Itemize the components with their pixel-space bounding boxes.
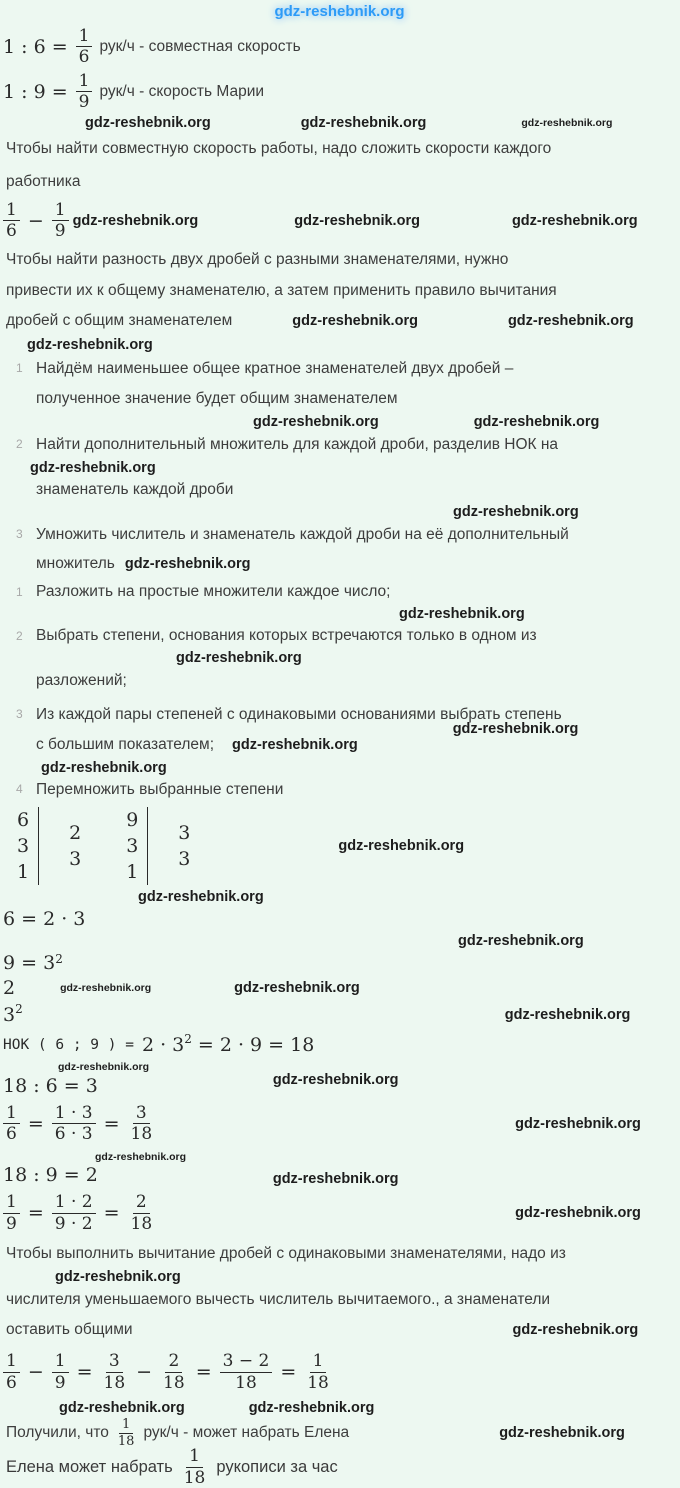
watermark: gdz-reshebnik.org (473, 414, 600, 431)
result-line (3, 1417, 625, 1449)
list-item (3, 776, 676, 804)
watermark: gdz-reshebnik.org (58, 1060, 150, 1073)
factor-table-6 (17, 807, 81, 885)
list-number: 1 (16, 585, 23, 600)
watermark: gdz-reshebnik.org (504, 1006, 631, 1023)
table-cell: 3 (69, 848, 82, 871)
list-text-line: Разложить на простые множители каждое число; (36, 583, 391, 601)
equation-text: 3 (3, 1003, 16, 1026)
watermark-row (3, 1399, 374, 1417)
table-cell: 3 (178, 822, 191, 845)
fraction (76, 71, 93, 113)
fraction-denominator: 18 (163, 1372, 185, 1393)
fraction-numerator: 1 (52, 1351, 69, 1372)
fraction (160, 1351, 188, 1393)
list-item (3, 696, 676, 760)
list-text: с большим показателем; (36, 736, 215, 754)
watermark-row (3, 504, 579, 520)
fraction-numerator: 2 (133, 1192, 150, 1213)
minus-sign: − (27, 209, 44, 232)
watermark: gdz-reshebnik.org (234, 979, 360, 996)
table-cell: 9 (126, 809, 139, 832)
fraction-numerator: 1 (76, 26, 93, 47)
eq-nok (3, 1030, 314, 1060)
watermark: gdz-reshebnik.org (60, 981, 152, 994)
fraction (3, 1103, 20, 1145)
watermark: gdz-reshebnik.org (41, 760, 167, 777)
fraction-numerator: 1 (3, 1351, 20, 1372)
eq-lhs: 1 : 9 = (3, 80, 68, 103)
fraction-numerator: 1 (119, 1417, 133, 1434)
fraction-denominator: 18 (235, 1372, 257, 1393)
eq-joint-speed (3, 24, 301, 70)
final-text: Елена может набрать (6, 1457, 173, 1476)
exponent: 2 (15, 1001, 23, 1016)
paragraph-text: дробей с общим знаменателем (6, 311, 233, 329)
fraction-numerator: 3 (133, 1103, 150, 1124)
exponent: 2 (55, 952, 63, 967)
fraction (115, 1417, 138, 1449)
watermark: gdz-reshebnik.org (452, 721, 579, 738)
eq-div-9 (3, 1163, 399, 1187)
table-cell: 2 (69, 822, 82, 845)
watermark-row (3, 606, 525, 622)
watermark: gdz-reshebnik.org (72, 212, 199, 229)
watermark-row (3, 888, 264, 906)
list-item (3, 430, 676, 504)
watermark: gdz-reshebnik.org (458, 933, 584, 950)
fraction (220, 1351, 273, 1393)
paragraph-line: Чтобы найти разность двух дробей с разными знаменателями, нужно (6, 250, 509, 268)
eq-div-6 (3, 1071, 399, 1098)
site-link[interactable]: gdz-reshebnik.org (274, 3, 405, 20)
exponent: 2 (184, 1031, 192, 1046)
fraction-numerator: 3 − 2 (220, 1351, 273, 1372)
fraction-numerator: 1 (186, 1446, 203, 1467)
list-item (3, 520, 676, 578)
nok-label: НОК ( 6 ; 9 ) = (3, 1036, 134, 1053)
paragraph-line: Чтобы выполнить вычитание дробей с одинаковыми знаменателями, надо из (6, 1245, 566, 1263)
table-cell: 3 (17, 835, 30, 858)
list-item (3, 578, 676, 606)
fraction-numerator: 1 (310, 1351, 327, 1372)
watermark: gdz-reshebnik.org (515, 1205, 641, 1222)
equals-sign: = (103, 1202, 120, 1225)
eq-power-2 (3, 976, 360, 1000)
fraction-denominator: 9 (78, 92, 90, 113)
table-cell: 1 (17, 861, 30, 884)
eq-final-subtraction (3, 1345, 332, 1399)
watermark-row (36, 650, 676, 666)
equation-text: 2 · 3 (141, 1033, 185, 1056)
fraction-denominator: 18 (117, 1433, 135, 1449)
watermark: gdz-reshebnik.org (511, 212, 638, 229)
watermark: gdz-reshebnik.org (499, 1425, 625, 1442)
paragraph-line: работника (6, 172, 81, 190)
minus-sign: − (27, 1361, 44, 1384)
list-number: 4 (16, 782, 23, 797)
fraction-numerator: 1 · 2 (52, 1192, 96, 1213)
eq-expand-9 (3, 1187, 641, 1239)
fraction (3, 1192, 20, 1234)
fraction-numerator: 1 (52, 200, 69, 221)
watermark: gdz-reshebnik.org (515, 1115, 641, 1132)
watermark: gdz-reshebnik.org (248, 1400, 375, 1417)
fraction (181, 1446, 209, 1488)
watermark: gdz-reshebnik.org (30, 460, 156, 477)
fraction-denominator: 6 (6, 1124, 17, 1145)
list-item (3, 354, 676, 414)
fraction (52, 200, 69, 242)
watermark-row (3, 760, 167, 776)
fraction-denominator: 9 (6, 1213, 17, 1234)
eq-factor-9 (3, 950, 63, 976)
watermark: gdz-reshebnik.org (55, 1269, 181, 1286)
paragraph-line (3, 306, 634, 337)
table-cell: 1 (126, 861, 139, 884)
fraction (128, 1103, 156, 1145)
list-number: 2 (16, 437, 23, 452)
watermark: gdz-reshebnik.org (85, 114, 211, 131)
list-item-body (36, 520, 676, 578)
fraction-numerator: 1 (3, 200, 20, 221)
prime-factorization-block (3, 804, 464, 888)
fraction-numerator: 1 (76, 71, 93, 92)
list-number: 3 (16, 527, 23, 542)
paragraph-line: привести их к общему знаменателю, а затем применить правило вычитания (6, 281, 557, 299)
equation-text: 6 = 2 · 3 (3, 908, 86, 931)
list-item-body (36, 622, 676, 696)
list-text-line: знаменатель каждой дроби (36, 481, 234, 499)
watermark-row (30, 460, 676, 477)
list-text-line: Найти дополнительный множитель для каждой дроби, разделив НОК на (36, 436, 559, 454)
watermark-row (3, 336, 153, 354)
list-item-body (36, 354, 676, 414)
watermark-row (3, 1060, 149, 1074)
eq-maria-speed (3, 70, 264, 114)
watermark-row (3, 1269, 181, 1285)
watermark: gdz-reshebnik.org (253, 414, 379, 431)
fraction-denominator: 6 · 3 (54, 1124, 93, 1145)
list-text-line: Из каждой пары степеней с одинаковыми основаниями выбрать степень (36, 706, 562, 724)
final-text: рукописи за час (216, 1457, 338, 1476)
fraction-numerator: 2 (165, 1351, 182, 1372)
watermark: gdz-reshebnik.org (176, 650, 302, 667)
equation-text: 9 = 3 (3, 952, 56, 974)
watermark: gdz-reshebnik.org (300, 114, 427, 131)
watermark: gdz-reshebnik.org (232, 737, 358, 754)
list-text-line: Выбрать степени, основания которых встречаются только в одном из (36, 627, 537, 645)
watermark: gdz-reshebnik.org (512, 1322, 639, 1339)
list-item-body (30, 430, 676, 504)
eq-expand-6 (3, 1098, 641, 1150)
result-text: рук/ч - может набрать Елена (143, 1424, 350, 1442)
equals-sign: = (103, 1112, 120, 1135)
list-number: 2 (16, 629, 23, 644)
watermark-row (3, 932, 584, 950)
fraction-numerator: 1 (3, 1103, 20, 1124)
watermark-row (3, 414, 599, 430)
equation-text: = 2 · 9 = 18 (197, 1033, 315, 1056)
factor-table-numbers (126, 807, 147, 885)
watermark: gdz-reshebnik.org (138, 889, 264, 906)
list-number: 3 (16, 707, 23, 722)
eq-factor-6 (3, 906, 85, 932)
fraction-denominator: 18 (307, 1372, 329, 1393)
fraction-numerator: 1 · 3 (52, 1103, 96, 1124)
fraction-denominator: 18 (103, 1372, 126, 1393)
fraction (101, 1351, 129, 1393)
fraction (52, 1103, 96, 1145)
watermark: gdz-reshebnik.org (272, 1071, 399, 1088)
watermark: gdz-reshebnik.org (292, 312, 418, 329)
fraction-denominator: 6 (78, 47, 90, 68)
fraction (128, 1192, 156, 1234)
watermark: gdz-reshebnik.org (521, 116, 613, 129)
watermark-row (3, 114, 612, 132)
factor-table-factors (39, 807, 81, 885)
list-text-line: Умножить числитель и знаменатель каждой дроби на её дополнительный (36, 526, 569, 544)
fraction-denominator: 9 (54, 1372, 66, 1393)
fraction-denominator: 6 (6, 1372, 17, 1393)
fraction (3, 1351, 20, 1393)
list-item-body (36, 776, 676, 804)
paragraph-line: Чтобы найти совместную скорость работы, надо сложить скорости каждого (6, 139, 552, 157)
list-item (3, 622, 676, 696)
fraction (52, 1351, 69, 1393)
watermark-row (3, 1150, 186, 1164)
fraction-numerator: 3 (106, 1351, 123, 1372)
paragraph-text: оставить общими (6, 1321, 133, 1339)
equals-sign: = (27, 1112, 44, 1135)
minus-sign: − (136, 1361, 153, 1384)
fraction (304, 1351, 332, 1393)
paragraph-line (3, 1315, 638, 1345)
fraction-denominator: 18 (130, 1213, 153, 1234)
result-text: Получили, что (6, 1424, 109, 1442)
table-cell: 3 (178, 848, 191, 871)
eq-lhs: 1 : 6 = (3, 35, 68, 58)
factor-table-numbers (17, 807, 38, 885)
table-cell: 6 (17, 809, 30, 832)
factor-table-factors (148, 807, 190, 885)
fraction-denominator: 18 (130, 1124, 153, 1145)
list-text-line: полученное значение будет общим знаменателем (36, 390, 398, 408)
final-answer-line (3, 1446, 338, 1488)
fraction (3, 200, 20, 242)
watermark: gdz-reshebnik.org (338, 838, 465, 855)
watermark: gdz-reshebnik.org (399, 606, 525, 623)
fraction-denominator: 9 (54, 221, 66, 242)
watermark: gdz-reshebnik.org (59, 1400, 185, 1417)
eq-caption: рук/ч - совместная скорость (99, 37, 301, 55)
list-number: 1 (16, 361, 23, 376)
equals-sign: = (195, 1361, 212, 1384)
eq-power-3 (3, 1000, 630, 1030)
watermark: gdz-reshebnik.org (124, 556, 251, 573)
watermark: gdz-reshebnik.org (507, 312, 634, 329)
list-item-body (36, 578, 676, 606)
eq-difference (3, 198, 638, 244)
fraction (52, 1192, 96, 1234)
fraction-denominator: 9 · 2 (54, 1213, 93, 1234)
list-text-line: Перемножить выбранные степени (36, 781, 284, 799)
equation-text: 18 : 9 = 2 (3, 1164, 98, 1187)
table-cell: 3 (126, 835, 139, 858)
fraction-denominator: 18 (183, 1467, 206, 1488)
fraction (76, 26, 93, 68)
fraction-numerator: 1 (3, 1192, 20, 1213)
list-text-line: Найдём наименьшее общее кратное знаменателей двух дробей – (36, 360, 514, 378)
equation-text: 2 (3, 976, 16, 999)
watermark: gdz-reshebnik.org (95, 1150, 187, 1163)
equals-sign: = (280, 1361, 297, 1384)
eq-caption: рук/ч - скорость Марии (99, 82, 265, 100)
list-text: множитель (36, 555, 115, 573)
equals-sign: = (27, 1202, 44, 1225)
paragraph-line: числителя уменьшаемого вычесть числитель вычитаемого., а знаменатели (6, 1291, 551, 1309)
list-item-body (36, 696, 676, 760)
list-text-line (36, 550, 676, 578)
watermark: gdz-reshebnik.org (272, 1171, 399, 1188)
watermark: gdz-reshebnik.org (453, 504, 579, 521)
factor-table-9 (126, 807, 190, 885)
fraction-denominator: 6 (6, 221, 17, 242)
watermark: gdz-reshebnik.org (294, 212, 420, 229)
list-text-line (36, 721, 676, 760)
equals-sign: = (76, 1361, 93, 1384)
list-text-line: разложений; (36, 672, 127, 690)
watermark: gdz-reshebnik.org (27, 337, 153, 354)
equation-text: 18 : 6 = 3 (3, 1074, 98, 1097)
